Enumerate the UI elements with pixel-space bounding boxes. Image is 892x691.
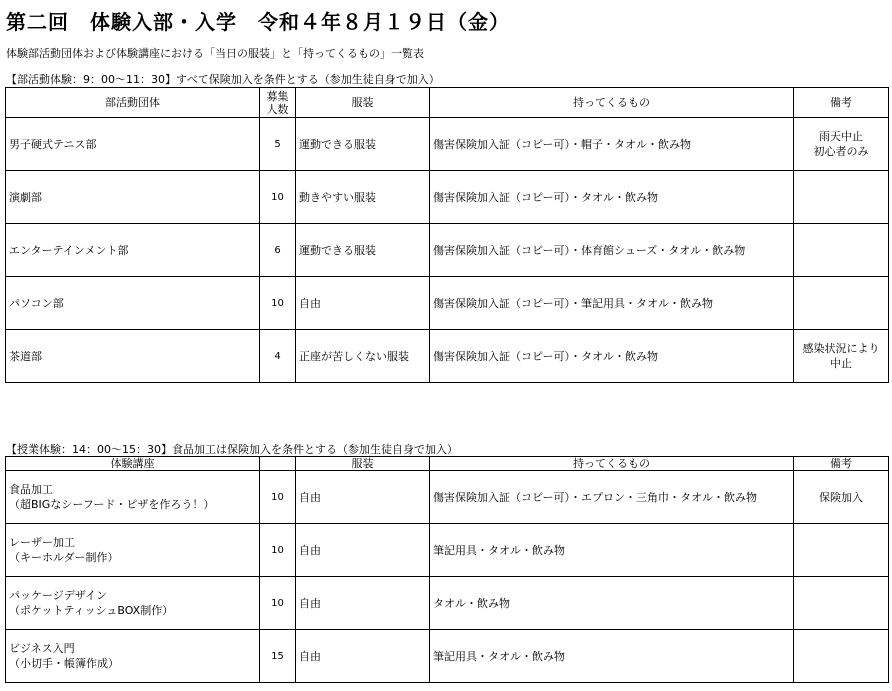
table-row — [6, 277, 889, 330]
course-name — [6, 471, 260, 524]
page-title: 第二回 体験入部・入学 令和４年８月１９日（金） — [6, 10, 510, 34]
course-name — [6, 577, 260, 630]
club-clothing: 正座が苦しくない服装 — [296, 330, 430, 383]
club-note — [794, 118, 889, 171]
club-note — [794, 224, 889, 277]
club-items: 傷害保険加入証（コピー可）・筆記用具・タオル・飲み物 — [430, 277, 794, 330]
club-clothing: 運動できる服装 — [296, 224, 430, 277]
course-subtitle: （超BIGなシーフード・ピザを作ろう！） — [9, 498, 215, 511]
course-count: 10 — [260, 577, 296, 630]
club-name: パソコン部 — [6, 277, 260, 330]
course-subtitle: （小切手・帳簿作成） — [9, 657, 119, 670]
header-clothing: 服装 — [296, 88, 430, 118]
table-row — [6, 471, 889, 524]
course-items: 筆記用具・タオル・飲み物 — [430, 524, 794, 577]
table-row — [6, 577, 889, 630]
course-note — [794, 524, 889, 577]
club-note — [794, 277, 889, 330]
course-subtitle: （キーホルダー制作） — [9, 551, 119, 564]
course-clothing: 自由 — [296, 630, 430, 683]
table-row — [6, 524, 889, 577]
table-row — [6, 118, 889, 171]
course-section-caption: 【授業体験：14：00～15：30】食品加工は保険加入を条件とする（参加生徒自身で加入） — [6, 443, 458, 456]
club-name: エンターテインメント部 — [6, 224, 260, 277]
club-count: 5 — [260, 118, 296, 171]
header-items: 持ってくるもの — [430, 88, 794, 118]
course-title: レーザー加工 — [9, 536, 75, 549]
header-count — [260, 457, 296, 471]
club-items: 傷害保険加入証（コピー可）・帽子・タオル・飲み物 — [430, 118, 794, 171]
club-clothing: 運動できる服装 — [296, 118, 430, 171]
club-items: 傷害保険加入証（コピー可）・体育館シューズ・タオル・飲み物 — [430, 224, 794, 277]
course-count: 15 — [260, 630, 296, 683]
club-note — [794, 171, 889, 224]
club-count: 10 — [260, 277, 296, 330]
note-line: 感染状況により — [802, 342, 880, 355]
course-note: 保険加入 — [794, 471, 889, 524]
club-table — [5, 87, 889, 383]
club-name: 茶道部 — [6, 330, 260, 383]
header-course-name: 体験講座 — [6, 457, 260, 471]
note-line: 中止 — [830, 357, 852, 370]
club-section-caption: 【部活動体験：9：00～11：30】すべて保険加入を条件とする（参加生徒自身で加入） — [6, 73, 440, 86]
course-name — [6, 630, 260, 683]
club-count: 6 — [260, 224, 296, 277]
page-subtitle: 体験部活動団体および体験講座における「当日の服装」と「持ってくるもの」一覧表 — [6, 47, 424, 60]
course-clothing: 自由 — [296, 577, 430, 630]
note-line: 初心者のみ — [813, 145, 869, 158]
header-club-name: 部活動団体 — [6, 88, 260, 118]
course-items: タオル・飲み物 — [430, 577, 794, 630]
header-clothing: 服装 — [296, 457, 430, 471]
table-row — [6, 330, 889, 383]
course-name — [6, 524, 260, 577]
course-table-header — [6, 457, 889, 471]
header-notes: 備考 — [794, 88, 889, 118]
course-title: ビジネス入門 — [9, 642, 75, 655]
note-line: 雨天中止 — [819, 130, 863, 143]
course-title: パッケージデザイン — [9, 589, 108, 602]
club-count: 10 — [260, 171, 296, 224]
table-row — [6, 630, 889, 683]
course-table — [5, 456, 889, 683]
club-clothing: 自由 — [296, 277, 430, 330]
club-table-header — [6, 88, 889, 118]
table-row — [6, 224, 889, 277]
course-clothing: 自由 — [296, 524, 430, 577]
club-items: 傷害保険加入証（コピー可）・タオル・飲み物 — [430, 330, 794, 383]
club-name: 演劇部 — [6, 171, 260, 224]
club-name: 男子硬式テニス部 — [6, 118, 260, 171]
table-row — [6, 171, 889, 224]
club-note — [794, 330, 889, 383]
course-items: 傷害保険加入証（コピー可）・エプロン・三角巾・タオル・飲み物 — [430, 471, 794, 524]
club-items: 傷害保険加入証（コピー可）・タオル・飲み物 — [430, 171, 794, 224]
header-notes: 備考 — [794, 457, 889, 471]
course-note — [794, 577, 889, 630]
header-items: 持ってくるもの — [430, 457, 794, 471]
course-subtitle: （ポケットティッシュBOX制作） — [9, 604, 174, 617]
course-clothing: 自由 — [296, 471, 430, 524]
course-count: 10 — [260, 524, 296, 577]
course-title: 食品加工 — [9, 483, 53, 496]
club-count: 4 — [260, 330, 296, 383]
header-count: 募集人数 — [260, 88, 296, 118]
course-note — [794, 630, 889, 683]
course-items: 筆記用具・タオル・飲み物 — [430, 630, 794, 683]
club-clothing: 動きやすい服装 — [296, 171, 430, 224]
course-count: 10 — [260, 471, 296, 524]
